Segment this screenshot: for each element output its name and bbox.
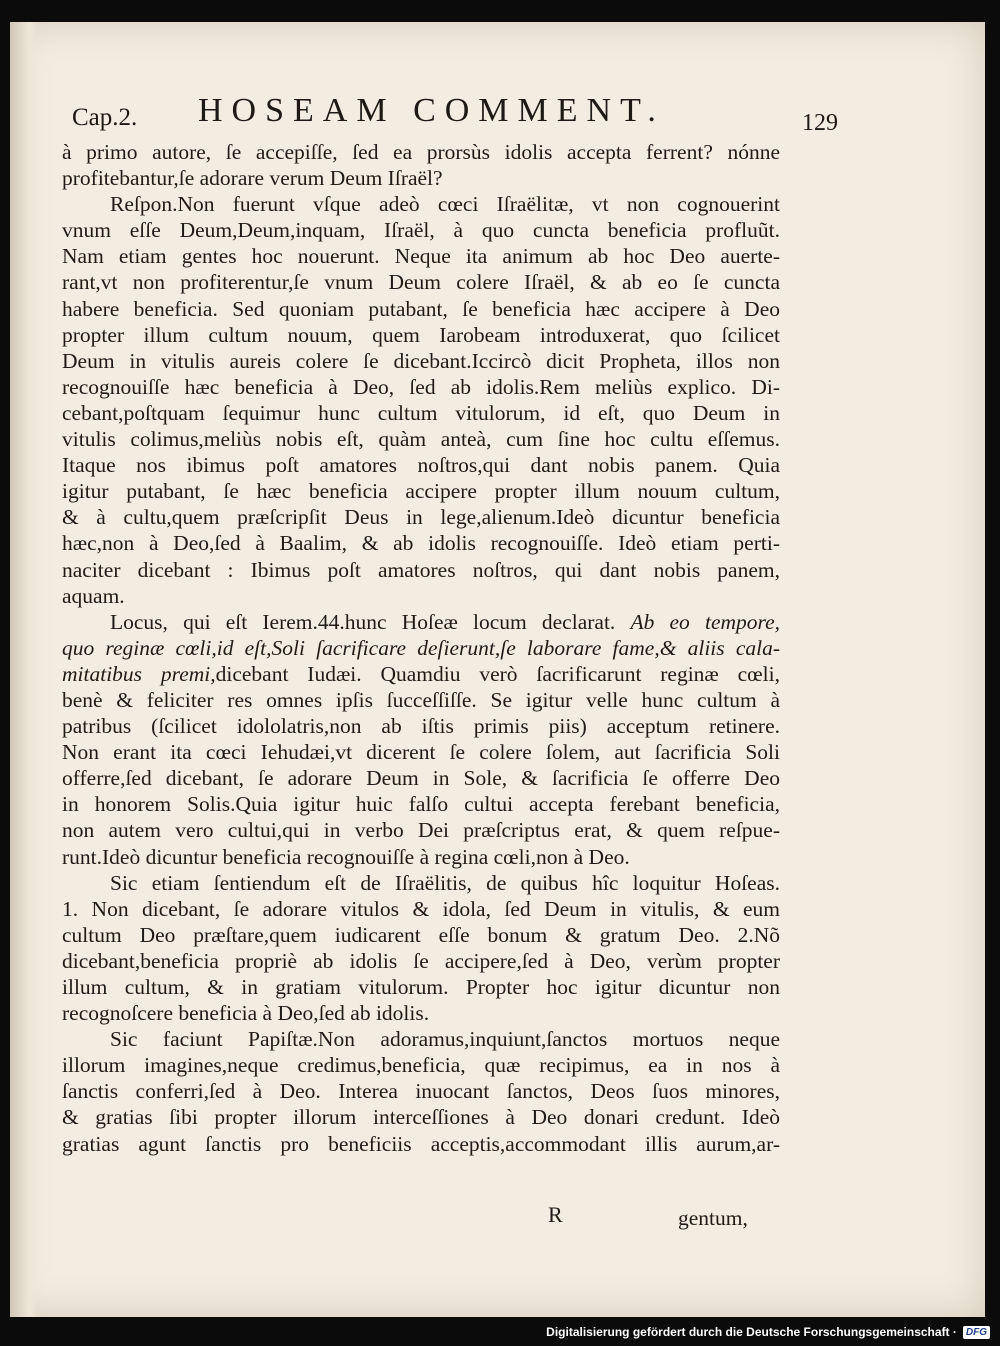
text-line xyxy=(62,739,780,765)
text-line xyxy=(62,948,780,974)
dfg-logo: DFG xyxy=(963,1326,990,1339)
text-line xyxy=(62,713,780,739)
line-text: illum cultum, & in gratiam vitulorum. Propter hoc igitur dicuntur non xyxy=(62,975,780,999)
text-line xyxy=(62,400,780,426)
line-text: recognouiſſe hæc beneficia à Deo, ſed ab idolis.Rem meliùs explico. Di- xyxy=(62,374,780,399)
text-line xyxy=(62,1026,780,1052)
line-text: Sic etiam ſentiendum eſt de Iſraëlitis, de quibus hîc loquitur Hoſeas. xyxy=(110,870,780,895)
running-title: HOSEAM COMMENT. xyxy=(198,92,665,129)
text-line xyxy=(62,1078,780,1104)
line-text: Locus, qui eſt Ierem.44.hunc Hoſeæ locum declarat. xyxy=(110,609,631,634)
page-gutter xyxy=(10,22,38,1317)
text-line xyxy=(62,139,780,165)
text-line xyxy=(62,1000,780,1026)
text-line xyxy=(62,504,780,530)
text-line xyxy=(62,530,780,556)
chapter-label: Cap.2. xyxy=(72,104,138,131)
running-header xyxy=(72,84,838,136)
line-text: cultum Deo præſtare,quem iudicarent eſſe bonum & gratum Deo. 2.Nõ xyxy=(62,922,780,947)
text-line xyxy=(62,322,780,348)
body-text xyxy=(62,139,780,1157)
text-line xyxy=(62,661,780,687)
text-line xyxy=(62,635,780,661)
line-text: profitebantur,ſe adorare verum Deum Iſraël? xyxy=(62,166,443,191)
line-text: vitulis colimus,meliùs nobis eſt, quàm anteà, cum ſine hoc cultu eſſemus. xyxy=(62,427,780,452)
text-line xyxy=(62,817,780,843)
line-text: Deum in vitulis aureis colere ſe dicebant.Iccircò dicit Propheta, illos non xyxy=(62,348,780,373)
line-text: à primo autore, ſe accepiſſe, ſed ea prorsùs idolis accepta ferrent? nónne xyxy=(62,140,780,164)
text-line xyxy=(62,296,780,322)
line-text: Sic faciunt Papiſtæ.Non adoramus,inquiunt,ſanctos mortuos neque xyxy=(110,1027,780,1052)
line-text: & à cultu,quem præſcripſit Deus in lege,alienum.Ideò dicuntur beneficia xyxy=(62,505,780,530)
text-line xyxy=(62,1052,780,1078)
line-text: igitur putabant, ſe hæc beneficia accipere propter illum nouum cultum, xyxy=(62,479,780,504)
line-text: ſanctis conferri,ſed à Deo. Interea inuocant ſanctos, Deos ſuos minores, xyxy=(62,1079,780,1104)
text-line xyxy=(62,426,780,452)
line-text: benè & feliciter res omnes ipſis ſucceſſiſſe. Se igitur velle hunc cultum à xyxy=(62,687,780,712)
text-line xyxy=(62,791,780,817)
line-text: Nam etiam gentes hoc nouerunt. Neque ita animum ab hoc Deo auerte- xyxy=(62,244,780,269)
signature-mark: R xyxy=(548,1202,563,1227)
line-text: non autem vero cultui,qui in verbo Dei præſcriptus erat, & quem reſpue- xyxy=(62,818,780,843)
text-line xyxy=(62,870,780,896)
text-line xyxy=(62,557,780,583)
line-text: Reſpon.Non fuerunt vſque adeò cœci Iſraëlitæ, vt non cognouerint xyxy=(110,192,780,217)
italic-quotation: mitatibus premi, xyxy=(62,661,216,686)
text-line xyxy=(62,478,780,504)
digitization-credit xyxy=(546,1321,990,1343)
credit-text: Digitalisierung gefördert durch die Deutsche Forschungsgemeinschaft · xyxy=(546,1325,957,1339)
text-line xyxy=(62,765,780,791)
line-text: dicebant Iudæi. Quamdiu verò ſacrificarunt reginæ cœli, xyxy=(215,661,781,686)
line-text: patribus (ſcilicet idololatris,non ab iſtis primis piis) acceptum retinere. xyxy=(62,714,780,739)
line-text: naciter dicebant : Ibimus poſt amatores noſtros, qui dant nobis panem, xyxy=(62,557,780,582)
line-text: recognoſcere beneficia à Deo,ſed ab idolis. xyxy=(62,1001,430,1026)
text-line xyxy=(62,922,780,948)
line-text: 1. Non dicebant, ſe adorare vitulos & idola, ſed Deum in vitulis, & eum xyxy=(62,896,780,921)
text-line xyxy=(62,896,780,922)
text-line xyxy=(62,374,780,400)
text-line xyxy=(62,974,780,1000)
line-text: aquam. xyxy=(62,583,125,608)
line-text: dicebant,beneficia propriè ab idolis ſe accipere,ſed à Deo, verùm propter xyxy=(62,948,780,973)
text-line xyxy=(62,348,780,374)
line-text: in honorem Solis.Quia igitur huic falſo cultui accepta ferebant beneficia, xyxy=(62,792,780,817)
text-line xyxy=(62,609,780,635)
text-line xyxy=(62,844,780,870)
book-page xyxy=(10,22,985,1317)
text-line xyxy=(62,1131,780,1157)
line-text: & gratias ſibi propter illorum interceſſiones à Deo donari credunt. Ideò xyxy=(62,1105,780,1130)
line-text: rant,vt non profiterentur,ſe vnum Deum colere Iſraël, & ab eo ſe cuncta xyxy=(62,270,780,295)
text-line xyxy=(62,583,780,609)
line-text: habere beneficia. Sed quoniam putabant, ſe beneficia hæc accipere à Deo xyxy=(62,296,780,321)
text-line xyxy=(62,191,780,217)
line-text: illorum imagines,neque credimus,beneficia, quæ recipimus, ea in nos à xyxy=(62,1053,780,1078)
line-text: Itaque nos ibimus poſt amatores noſtros,qui dant nobis panem. Quia xyxy=(62,453,780,478)
line-text: propter illum cultum nouum, quem Iarobeam introduxerat, quo ſcilicet xyxy=(62,322,780,347)
line-text: vnum eſſe Deum,Deum,inquam, Iſraël, à quo cuncta beneficia profluũt. xyxy=(62,218,780,243)
catchword: gentum, xyxy=(678,1206,748,1230)
text-line xyxy=(62,452,780,478)
line-text: offerre,ſed dicebant, ſe adorare Deum in Sole, & ſacrificia ſe offerre Deo xyxy=(62,766,780,791)
page-number: 129 xyxy=(802,110,838,136)
line-text: gratias agunt ſanctis pro beneficiis acceptis,accommodant illis aurum,ar- xyxy=(62,1131,780,1156)
line-text: Non erant ita cœci Iehudæi,vt dicerent ſe colere ſolem, aut ſacrificia Soli xyxy=(62,740,780,765)
italic-quotation: quo reginæ cœli,id eſt,Soli ſacrificare deſierunt,ſe laborare fame,& aliis cala- xyxy=(62,635,780,660)
line-text: hæc,non à Deo,ſed à Baalim, & ab idolis recognouiſſe. Ideò etiam perti- xyxy=(62,531,780,556)
text-line xyxy=(62,165,780,191)
text-line xyxy=(62,269,780,295)
line-text: cebant,poſtquam ſequimur hunc cultum vitulorum, id eſt, quo Deum in xyxy=(62,400,780,425)
line-text: runt.Ideò dicuntur beneficia recognouiſſe à regina cœli,non à Deo. xyxy=(62,844,630,869)
text-line xyxy=(62,1104,780,1130)
text-line xyxy=(62,687,780,713)
text-line xyxy=(62,243,780,269)
italic-quotation: Ab eo tempore, xyxy=(630,609,780,634)
text-line xyxy=(62,217,780,243)
